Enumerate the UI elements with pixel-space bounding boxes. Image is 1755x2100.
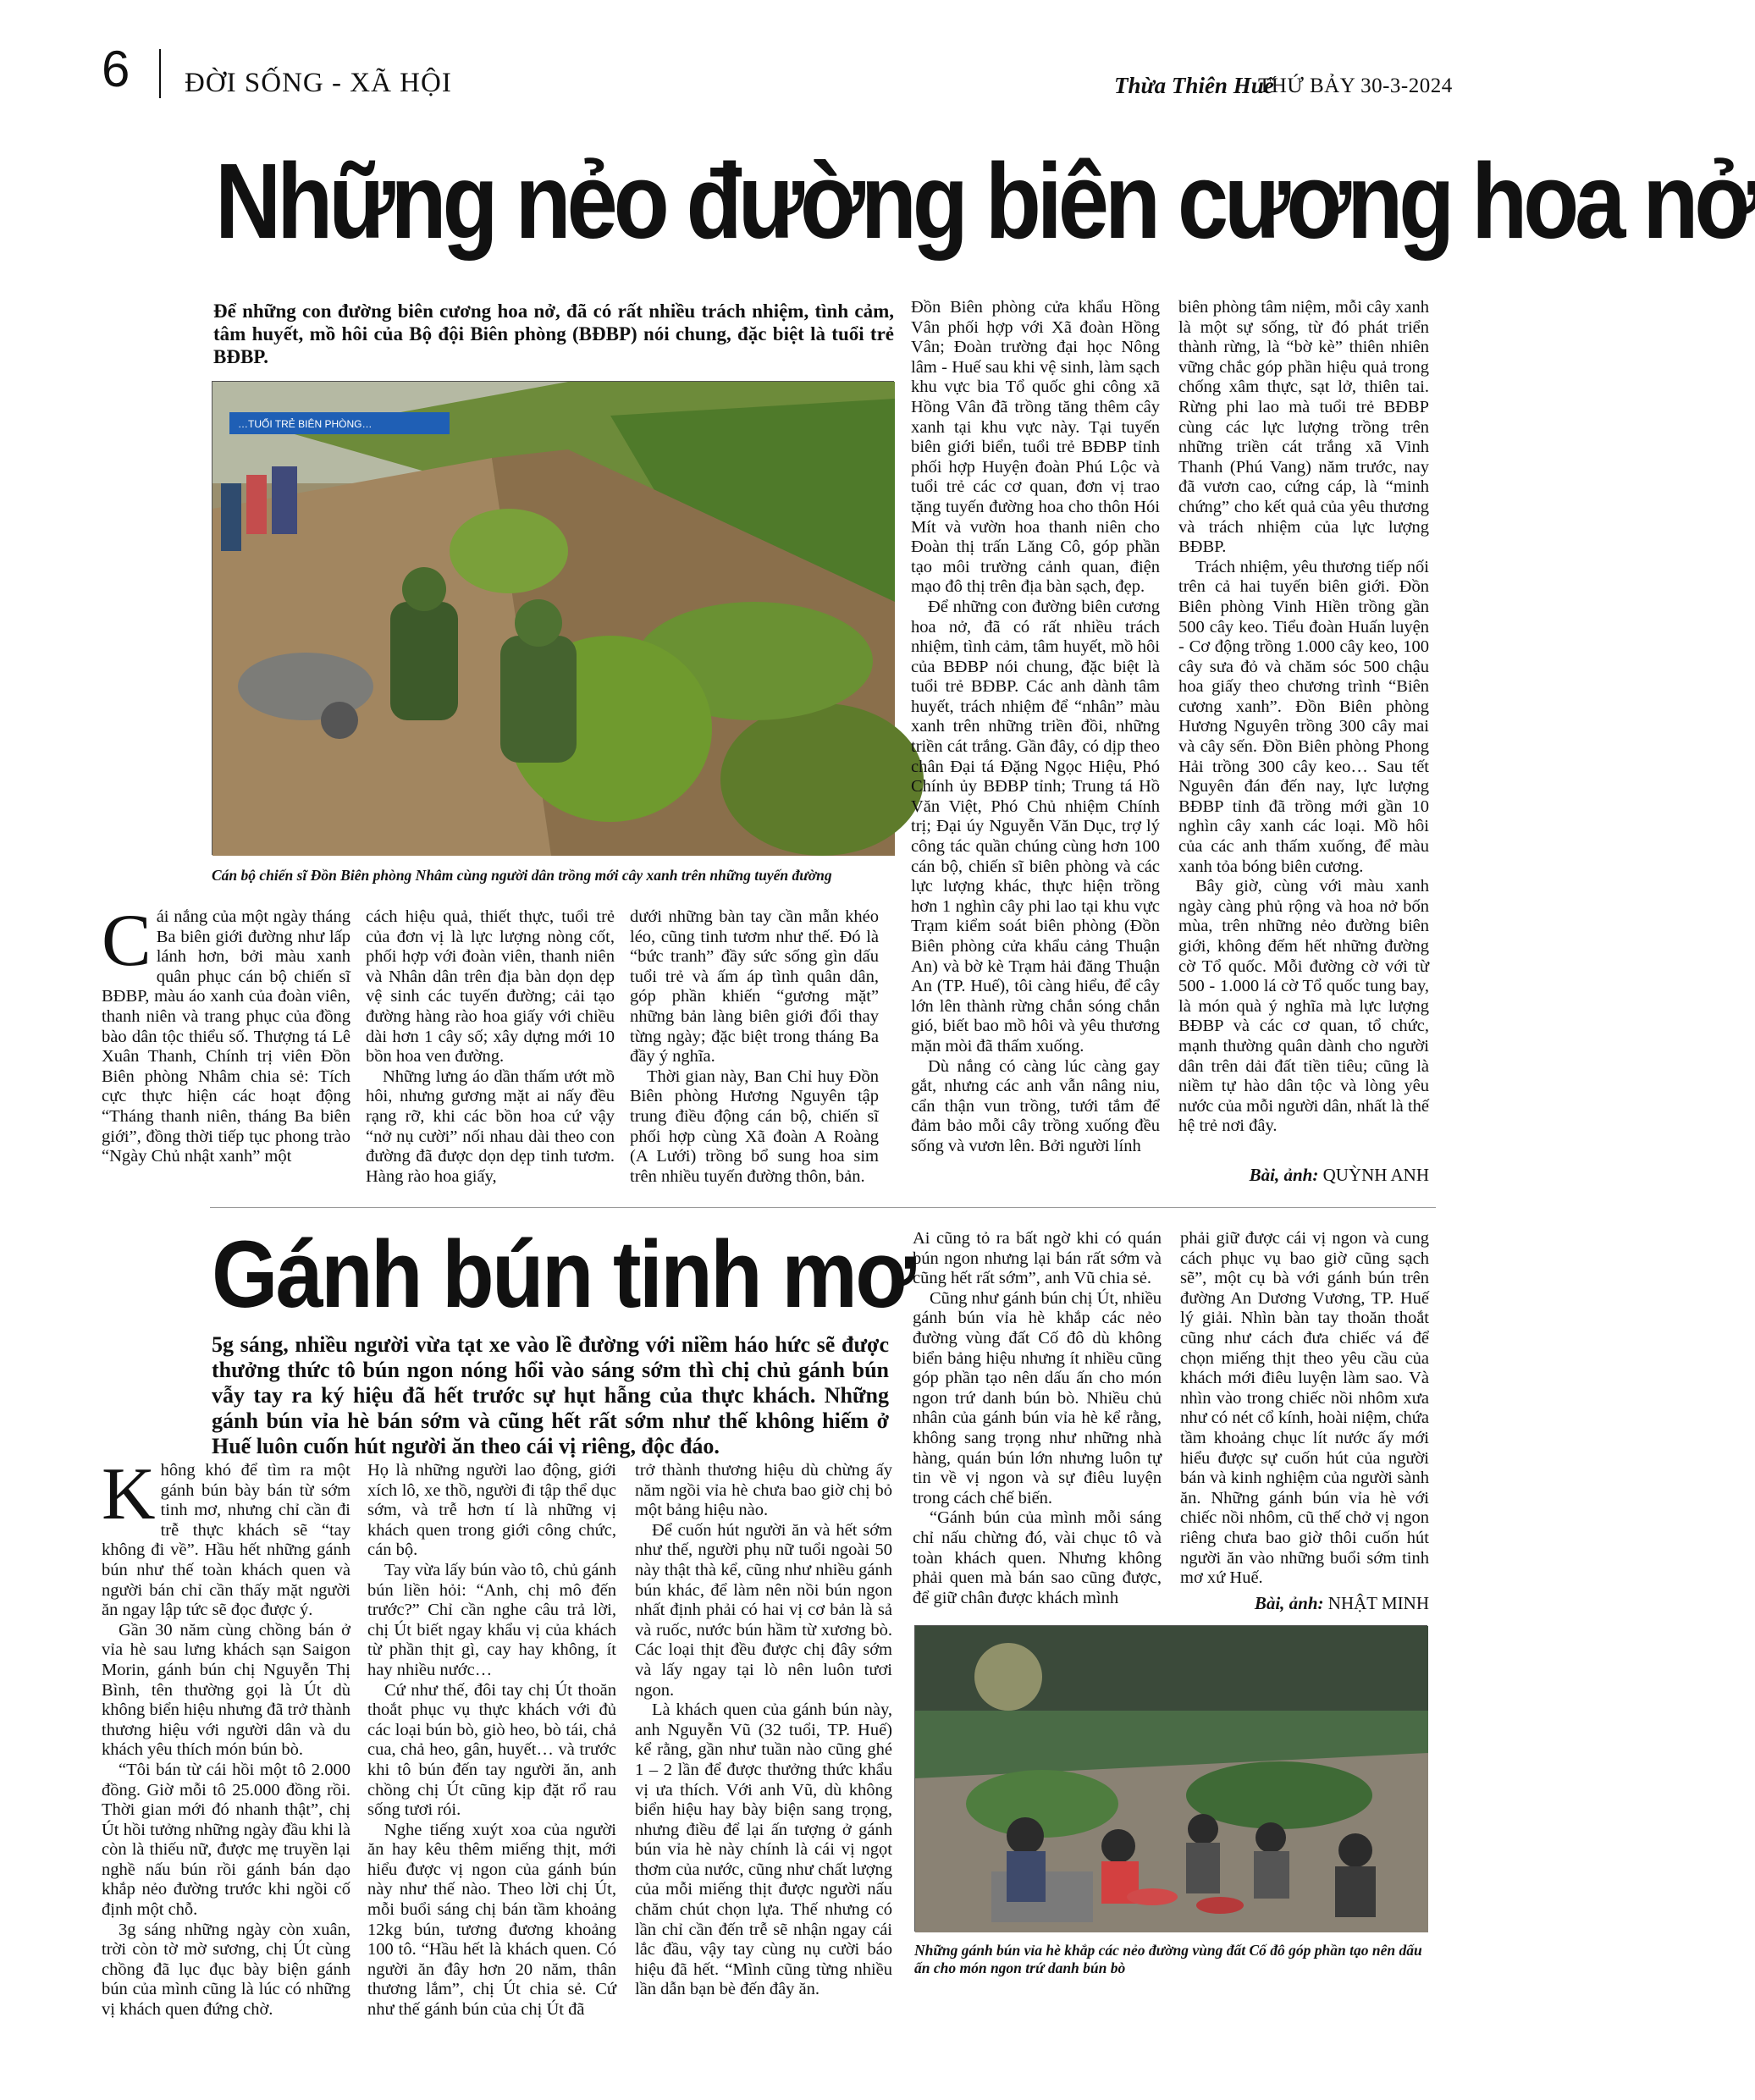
article1-sapo: Để những con đường biên cương hoa nở, đã có rất nhiều trách nhiệm, tình cảm, tâm huyết, mồ hôi của Bộ đội Biên phòng (BĐBP) nói chung, đặc biệt là tuổi trẻ BĐBP. xyxy=(213,300,894,367)
article1-photo-caption: Cán bộ chiến sĩ Đồn Biên phòng Nhâm cùng người dân trồng mới cây xanh trên những tuyến đường xyxy=(212,867,832,884)
paragraph: ái nắng của một ngày tháng Ba biên giới đường như lấp lánh hơn, bởi màu xanh quân phục cán bộ chiến sĩ BĐBP, màu áo xanh của đoàn viên, thanh niên và trang phục của đồng bào dân tộc thiểu số. Thượng tá Lê Xuân Thanh, Chính trị viên Đồn Biên phòng Nhâm chia sẻ: Tích cực thực hiện các hoạt động “Tháng thanh niên, tháng Ba biên giới”, đồng thời tiếp tục phong trào “Ngày Chủ nhật xanh” một xyxy=(102,907,350,1166)
article2-column-4 xyxy=(913,1229,1162,1608)
paragraph: Tay vừa lấy bún vào tô, chủ gánh bún liền hỏi: “Anh, chị mô đến trước?” Chỉ cần nghe câu trả lời, chị Út biết ngay khẩu vị của khách từ phần thịt gì, cay hay không, ít hay nhiều nước… xyxy=(367,1560,616,1679)
article2-byline xyxy=(1180,1593,1429,1614)
article2-sapo: 5g sáng, nhiều người vừa tạt xe vào lề đường với niềm háo hức sẽ được thưởng thức tô bún ngon nóng hổi vào sáng sớm thì chị chủ gánh bún vẫy tay ra ký hiệu đã hết trước sự hụt hẫng của thực khách. Những gánh bún vỉa hè bán sớm và cũng hết rất sớm như thế không hiếm ở Huế luôn cuốn hút người ăn theo cái vị riêng, độc đáo. xyxy=(212,1332,889,1458)
paragraph: “Gánh bún của mình mỗi sáng chỉ nấu chừng đó, vài chục tô và toàn khách quen. Nhưng không phải quen mà bán sao cũng được, để giữ chân được khách mình xyxy=(913,1508,1162,1607)
tree-planting-photo xyxy=(212,382,895,856)
paragraph: Để cuốn hút người ăn và hết sớm như thế, người phụ nữ tuổi ngoài 50 này thật thà kể, cũng như nhiều gánh bún khác, để làm nên nồi bún ngon nhất định phải có hai vị cơ bản là sả và ruốc, nước bún hầm từ xương bò. Các loại thịt đều được chị đây sớm và lấy ngay tại lò nên luôn tươi ngon. xyxy=(635,1520,892,1700)
article2-headline: Gánh bún tinh mơ xyxy=(212,1221,914,1327)
drop-cap: K xyxy=(102,1453,156,1535)
article1-byline xyxy=(1178,1165,1429,1186)
drop-cap: C xyxy=(102,900,152,982)
byline-label: Bài, ảnh: xyxy=(1254,1593,1324,1613)
paragraph: Cũng như gánh bún chị Út, nhiều gánh bún vỉa hè khắp các nẻo đường vùng đất Cố đô dù không biển bảng hiệu nhưng ít nhiều cũng góp phần tạo nên dấu ấn cho món ngon trứ danh bún bò. Nhiều chủ nhân của gánh bún vỉa hè kể rằng, không sang trọng như những nhà hàng, quán bún lớn nhưng luôn tự tin về vị ngon và sự điêu luyện trong cách chế biến. xyxy=(913,1288,1162,1507)
paragraph: Trách nhiệm, yêu thương tiếp nối trên cả hai tuyến biên giới. Đồn Biên phòng Vinh Hiền trồng gần 500 cây keo. Tiểu đoàn Huấn luyện - Cơ động trồng 1.000 cây keo, 100 cây sưa đỏ và chăm sóc 500 chậu hoa giấy theo chương trình “Biên cương xanh”. Đồn Biên phòng Hương Nguyên trồng 300 cây mai và cây sến. Đồn Biên phòng Phong Hải trồng 300 cây keo… Sau tết Nguyên đán đến nay, lực lượng BĐBP tỉnh đã trồng mới gần 10 nghìn cây xanh các loại. Mồ hôi của các anh thấm xuống, để màu xanh tỏa bóng biên cương. xyxy=(1178,557,1429,876)
article1-headline: Những nẻo đường biên cương hoa nở xyxy=(215,141,1755,261)
paragraph: Để những con đường biên cương hoa nở, đã có rất nhiều trách nhiệm, tình cảm, tâm huyết, mồ hôi của BĐBP nói chung, đặc biệt là tuổi trẻ BĐBP. Các anh dành tâm huyết, trách nhiệm để “nhân” màu xanh trên những triền đồi, những triền cát trắng. Gần đây, có dịp theo chân Đại tá Đặng Ngọc Hiệu, Phó Chính ủy BĐBP tỉnh; Trung tá Hồ Văn Việt, Phó Chủ nhiệm Chính trị; Đại úy Nguyễn Văn Dục, trợ lý công tác quần chúng cùng hơn 100 cán bộ, chiến sĩ biên phòng và các lực lượng khác, thực hiện trồng hơn 1 nghìn cây phi lao tại khu vực Trạm kiểm soát biên phòng (Đồn Biên phòng cửa khẩu cảng Thuận An) và bờ kè Trạm hải đăng Thuận An (TP. Huế), tôi càng hiểu, để cây lớn lên thành rừng chắn sóng chắn gió, biết bao mồ hôi và yêu thương mặn mòi đã thấm xuống. xyxy=(911,597,1160,1056)
article2-column-1 xyxy=(102,1453,350,2020)
paragraph: Đồn Biên phòng cửa khẩu Hồng Vân phối hợp với Xã đoàn Hồng Vân; Đoàn trường đại học Nông lâm - Huế sau khi vệ sinh, làm sạch khu vực bia Tổ quốc ghi công xã Hồng Vân đã trồng tăng thêm cây xanh tại khu vực này. Tại tuyến biên giới biển, tuổi trẻ BĐBP tỉnh phối hợp Huyện đoàn Phú Lộc và tuổi trẻ các cơ quan, đơn vị trao tặng tuyến đường hoa cho thôn Hói Mít và vườn hoa thanh niên cho Đoàn thị trấn Lăng Cô, góp phần tạo môi trường cảnh quan, điện mạo đô thị trên địa bàn sạch, đẹp. xyxy=(911,298,1160,597)
article2-photo xyxy=(914,1625,1427,1932)
paragraph: Cứ như thế, đôi tay chị Út thoăn thoắt phục vụ thực khách với đủ các loại bún bò, giò heo, bò tái, chả cua, chả heo, gân, huyết… và trước khi tô bún đến tay người ăn, anh chồng chị Út cũng kịp đặt rổ rau sống tươi rói. xyxy=(367,1680,616,1820)
article2-photo-caption: Những gánh bún vỉa hè khắp các nẻo đường vùng đất Cố đô góp phần tạo nên dấu ấn cho món ngon trứ danh bún bò xyxy=(914,1942,1422,1976)
newspaper-name: Thừa Thiên Huế xyxy=(1114,73,1274,98)
article1-column-4 xyxy=(911,298,1160,1157)
paragraph: Là khách quen của gánh bún này, anh Nguyễn Vũ (32 tuổi, TP. Huế) kể rằng, gần như tuần nào cũng ghé 1 – 2 lần để được thưởng thức khẩu vị ưa thích. Với anh Vũ, dù không biển hiệu hay bày biện sang trọng, nhưng điều để lại ấn tượng ở gánh bún vỉa hè này chính là cái vị ngọt thơm của nước, cũng như chất lượng của mỗi miếng thịt được người nấu chăm chút chọn lựa. Thế nhưng có lần chỉ cần đến trễ sẽ nhận ngay cái lắc đầu, vậy tay cùng nụ cười báo hiệu đã hết. “Mình cũng từng nhiều lần dẫn bạn bè đến đây ăn. xyxy=(635,1700,892,1999)
section-title: ĐỜI SỐNG - XÃ HỘI xyxy=(185,68,452,98)
article2-column-5 xyxy=(1180,1229,1429,1589)
issue-date: THỨ BẢY 30-3-2024 xyxy=(1258,74,1453,97)
paragraph: cách hiệu quả, thiết thực, tuổi trẻ của đơn vị là lực lượng nòng cốt, phối hợp với đoàn viên, thanh niên và Nhân dân trên địa bàn dọn dẹp vệ sinh các tuyến đường; cải tạo đường hàng rào hoa giấy với chiều dài hơn 1 cây số; xây dựng mới 10 bồn hoa ven đường. xyxy=(366,907,615,1067)
byline-author: QUỲNH ANH xyxy=(1322,1165,1429,1185)
header-divider xyxy=(159,49,161,98)
street-food-photo xyxy=(915,1626,1428,1932)
article-divider xyxy=(210,1207,1436,1208)
article1-photo xyxy=(212,381,894,855)
article2-column-3 xyxy=(635,1461,892,2000)
paragraph: phải giữ được cái vị ngon và cung cách phục vụ bao giờ cũng sạch sẽ”, một cụ bà với gánh bún trên đường An Dương Vương, TP. Huế lý giải. Nhìn bàn tay thoăn thoắt cũng như cách đưa chiếc vá để chọn miếng thịt theo yêu cầu của khách mới điêu luyện làm sao. Và nhìn vào trong chiếc nồi nhôm xưa như có nét cổ kính, hoài niệm, chứa tầm khoảng chục lít nước ấy mới hiểu được sự cuốn hút của người bán và kinh nghiệm của người sành ăn. Những gánh bún vỉa hè với chiếc nồi nhôm, cũ thế chở vị ngon riêng chưa bao giờ thôi cuốn hút người ăn vào những buổi sớm tinh mơ xứ Huế. xyxy=(1180,1229,1429,1588)
paragraph: dưới những bàn tay cần mẫn khéo léo, cũng tinh tươm như thế. Đó là “bức tranh” đầy sức sống gìn dấu tuổi trẻ và ấm áp tình quân dân, góp phần khiến “gương mặt” những bản làng biên giới đổi thay từng ngày; đặc biệt trong tháng Ba đầy ý nghĩa. xyxy=(630,907,879,1067)
paragraph: trở thành thương hiệu dù chừng ấy năm ngồi vỉa hè chưa bao giờ chị bỏ một bảng hiệu nào. xyxy=(635,1461,892,1520)
paragraph: 3g sáng những ngày còn xuân, trời còn tờ mờ sương, chị Út cùng chồng đã lục đục bày biện gánh bún của mình cũng là lúc có những vị khách quen đứng chờ. xyxy=(102,1920,350,2020)
paragraph: Gần 30 năm cùng chồng bán ở vỉa hè sau lưng khách sạn Saigon Morin, gánh bún chị Nguyễn Thị Bình, tên thường gọi là Út dù không biển hiệu nhưng đã trở thành thương hiệu với người dân và du khách yêu thích món bún bò. xyxy=(102,1620,350,1760)
paragraph: Ai cũng tỏ ra bất ngờ khi có quán bún ngon nhưng lại bán rất sớm và cũng hết rất sớm”, anh Vũ chia sẻ. xyxy=(913,1229,1162,1288)
article2-column-2 xyxy=(367,1461,616,2020)
paragraph: Nghe tiếng xuýt xoa của người ăn hay kêu thêm miếng thịt, mới hiểu được vị ngon của gánh bún này như thế nào. Theo lời chị Út, mỗi buổi sáng chị bán tầm khoảng 12kg bún, tương đương khoảng 100 tô. “Hầu hết là khách quen. Có người ăn đây hơn 20 năm, thân thương lắm”, chị Út chia sẻ. Cứ như thế gánh bún của chị Út đã xyxy=(367,1820,616,2020)
article1-column-5 xyxy=(1178,298,1429,1137)
article1-column-3 xyxy=(630,907,879,1187)
banner-text: …TUỔI TRẺ BIÊN PHÒNG… xyxy=(238,418,373,430)
byline-label: Bài, ảnh: xyxy=(1249,1165,1319,1185)
paragraph: Những lưng áo dần thấm ướt mồ hôi, nhưng gương mặt ai nấy đều rạng rỡ, khi các bồn hoa cứ vậy “nở nụ cười” nối nhau dài theo con đường đã được dọn dẹp tinh tươm. Hàng rào hoa giấy, xyxy=(366,1067,615,1186)
article1-column-2 xyxy=(366,907,615,1187)
paragraph: biên phòng tâm niệm, mỗi cây xanh là một sự sống, từ đó phát triển thành rừng, là “bờ kè” thiên nhiên vững chắc góp phần hiệu quả trong chống xâm thực, sạt lở, thiên tai. Rừng phi lao mà tuổi trẻ BĐBP cùng các lực lượng trồng trên những triền cát trắng xã Vinh Thanh (Phú Vang) năm trước, nay đã vươn cao, cứng cáp, là “minh chứng” cho kết quả của yêu thương và trách nhiệm của lực lượng BĐBP. xyxy=(1178,298,1429,557)
paragraph: Họ là những người lao động, giới xích lô, xe thồ, người đi tập thể dục sớm, và trễ hơn tí là những vị khách quen trong giới công chức, cán bộ. xyxy=(367,1461,616,1560)
byline-author: NHẬT MINH xyxy=(1327,1593,1429,1613)
paragraph: “Tôi bán từ cái hồi một tô 2.000 đồng. Giờ mỗi tô 25.000 đồng rồi. Thời gian mới đó nhanh thật”, chị Út hồi tưởng những ngày đầu khi là còn là thiếu nữ, được mẹ truyền lại nghề nấu bún rồi gánh bán dạo khắp nẻo đường trước khi ngồi cố định một chỗ. xyxy=(102,1760,350,1920)
paragraph: hông khó để tìm ra một gánh bún bày bán từ sớm tinh mơ, nhưng chỉ cần đi trễ thực khách sẽ “tay không đi về”. Hầu hết những gánh bún như thế toàn khách quen và người bán chỉ cần thấy mặt người ăn ngay lập tức sẽ đọc được ý. xyxy=(102,1461,350,1620)
paragraph: Thời gian này, Ban Chỉ huy Đồn Biên phòng Hương Nguyên tập trung điều động cán bộ, chiến sĩ phối hợp cùng Xã đoàn A Roàng (A Lưới) trồng bổ sung hoa sim trên nhiều tuyến đường thôn, bản. xyxy=(630,1067,879,1186)
paragraph: Dù nắng có càng lúc càng gay gắt, nhưng các anh vẫn nâng niu, cẩn thận vun trồng, tưới tắm để đảm bảo mỗi cây trồng xuống đều sống và vươn lên. Bởi người lính xyxy=(911,1056,1160,1155)
paragraph: Bây giờ, cùng với màu xanh ngày càng phủ rộng và hoa nở bốn mùa, trên những nẻo đường biên giới, không đếm hết những đường cờ Tổ quốc. Mỗi đường cờ với từ 500 - 1.000 lá cờ Tổ quốc tung bay, là món quà ý nghĩa mà lực lượng BĐBP và các cơ quan, tổ chức, mạnh thường quân dành cho người dân trên dải đất tiền tiêu; cũng là niềm tự hào dân tộc và lòng yêu nước của mỗi người dân, nhất là thế hệ trẻ nơi đây. xyxy=(1178,877,1429,1136)
article1-column-1 xyxy=(102,900,350,1167)
page-number: 6 xyxy=(102,41,130,97)
